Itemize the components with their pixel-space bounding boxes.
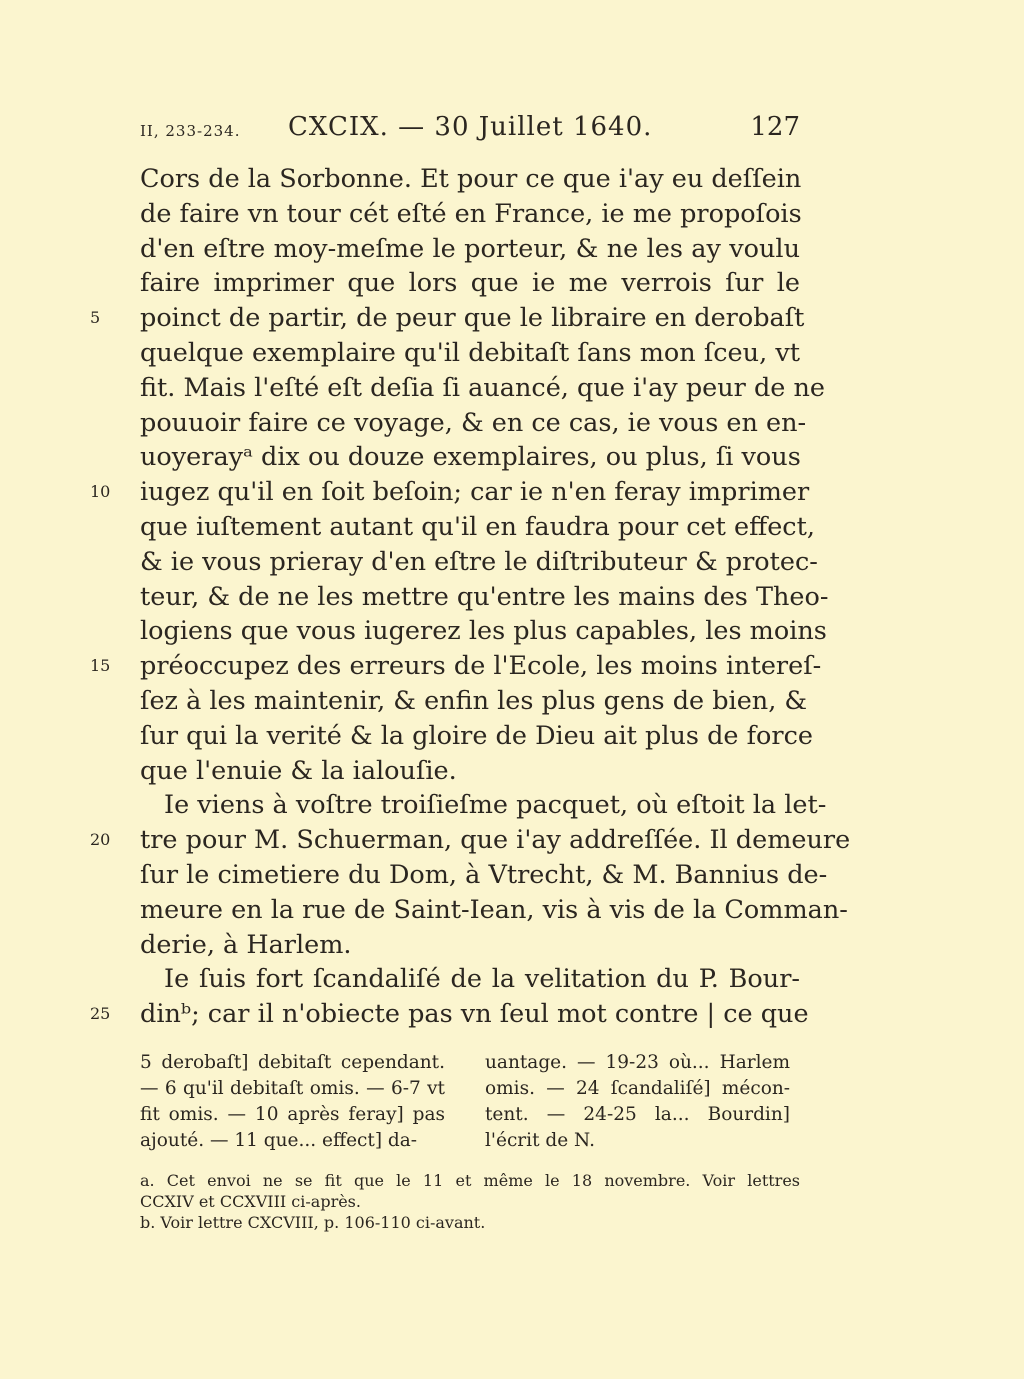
line-number: 5 xyxy=(90,308,101,328)
line-number: 10 xyxy=(90,482,111,502)
footnote-line: a. Cet envoi ne se fit que le 11 et même le 18 novembre. Voir lettres xyxy=(140,1171,800,1190)
line-number: 15 xyxy=(90,656,111,676)
text-line xyxy=(140,162,800,197)
text-line xyxy=(140,858,828,893)
header-title: CXCIX. — 30 Juillet 1640. xyxy=(288,112,653,142)
variant-line: fit omis. — 10 après feray] pas xyxy=(140,1104,445,1125)
text-line xyxy=(90,997,809,1032)
line-text: que l'enuie & la ialouſie. xyxy=(140,755,457,786)
text-line xyxy=(140,545,818,580)
line-text: ſur le cimetiere du Dom, à Vtrecht, & M. Bannius de- xyxy=(140,859,828,890)
line-number: 25 xyxy=(90,1004,111,1024)
line-text: uoyerayᵃ dix ou douze exemplaires, ou plus, ſi vous xyxy=(140,442,801,473)
line-text: derie, à Harlem. xyxy=(140,929,352,960)
footnote-line: CCXIV et CCXVIII ci-après. xyxy=(140,1192,361,1211)
line-text: teur, & de ne les mettre qu'entre les mains des Theo- xyxy=(140,581,829,612)
line-text: ſur qui la verité & la gloire de Dieu ait plus de force xyxy=(140,720,813,751)
line-text: ſez à les maintenir, & enfin les plus gens de bien, & xyxy=(140,685,808,716)
line-text: de faire vn tour cét eſté en France, ie me propoſois xyxy=(140,198,802,229)
text-line xyxy=(90,301,805,336)
text-line xyxy=(140,440,800,475)
variants-left-column xyxy=(140,1050,445,1154)
text-line xyxy=(140,580,829,615)
line-text: faire imprimer que lors que ie me verrois ſur le xyxy=(140,268,800,299)
text-line xyxy=(90,649,822,684)
header-reference: II, 233-234. xyxy=(140,122,241,140)
variant-line: tent. — 24-25 la... Bourdin] xyxy=(485,1104,790,1125)
line-text: pouuoir faire ce voyage, & en ce cas, ie vous en en- xyxy=(140,407,807,438)
text-line xyxy=(140,614,827,649)
variant-line: — 6 qu'il debitaſt omis. — 6-7 vt xyxy=(140,1078,445,1099)
variant-line: uantage. — 19-23 où... Harlem xyxy=(485,1052,790,1073)
line-text: préoccupez des erreurs de l'Ecole, les moins intereſ- xyxy=(140,651,822,682)
line-text: dinᵇ; car il n'obiecte pas vn ſeul mot contre | ce que xyxy=(140,999,809,1030)
main-text xyxy=(90,162,851,1032)
footnotes xyxy=(140,1170,800,1233)
line-text: poinct de partir, de peur que le libraire en derobaſt xyxy=(140,303,805,334)
line-number: 20 xyxy=(90,830,111,850)
text-line xyxy=(90,475,810,510)
text-line xyxy=(140,962,800,997)
line-text: & ie vous prieray d'en eſtre le diſtributeur & protec- xyxy=(140,546,818,577)
text-line xyxy=(90,823,851,858)
line-text: que iuſtement autant qu'il en faudra pour cet effect, xyxy=(140,511,815,542)
text-line xyxy=(140,510,815,545)
text-line xyxy=(140,232,800,267)
line-text: meure en la rue de Saint-Iean, vis à vis de la Comman- xyxy=(140,894,848,925)
line-text: Ie ſuis fort ſcandaliſé de la velitation du P. Bour- xyxy=(164,964,800,995)
text-line xyxy=(140,406,807,441)
line-text: logiens que vous iugerez les plus capables, les moins xyxy=(140,616,827,647)
text-line xyxy=(140,928,800,963)
variant-line: omis. — 24 ſcandaliſé] mécon- xyxy=(485,1078,790,1099)
variant-line: 5 derobaſt] debitaſt cependant. xyxy=(140,1052,445,1073)
text-line xyxy=(140,754,800,789)
variant-readings xyxy=(140,1050,800,1156)
text-line xyxy=(140,719,813,754)
text-line xyxy=(140,788,827,823)
line-text: tre pour M. Schuerman, que i'ay addreſſée. Il demeure xyxy=(140,825,851,856)
text-line xyxy=(140,684,808,719)
text-line xyxy=(140,371,825,406)
running-head xyxy=(140,112,800,152)
page-number: 127 xyxy=(750,112,800,142)
line-text: quelque exemplaire qu'il debitaſt ſans mon ſceu, vt xyxy=(140,337,800,368)
text-line xyxy=(140,336,800,371)
line-text: Ie viens à voſtre troiſieſme pacquet, où eſtoit la let- xyxy=(164,790,827,821)
line-text: Cors de la Sorbonne. Et pour ce que i'ay eu deſſein xyxy=(140,164,802,194)
line-text: iugez qu'il en ſoit beſoin; car ie n'en feray imprimer xyxy=(140,477,810,508)
variants-right-column xyxy=(485,1050,790,1154)
footnote-line: b. Voir lettre CXCVIII, p. 106-110 ci-avant. xyxy=(140,1213,486,1232)
line-text: d'en eſtre moy-meſme le porteur, & ne les ay voulu xyxy=(140,233,800,264)
text-line xyxy=(140,893,848,928)
line-text: fit. Mais l'eſté eſt deſia ſi auancé, que i'ay peur de ne xyxy=(140,372,825,403)
text-line xyxy=(140,266,800,301)
variant-line: l'écrit de N. xyxy=(485,1130,595,1151)
text-line xyxy=(140,197,800,232)
variant-line: ajouté. — 11 que... effect] da- xyxy=(140,1130,418,1151)
